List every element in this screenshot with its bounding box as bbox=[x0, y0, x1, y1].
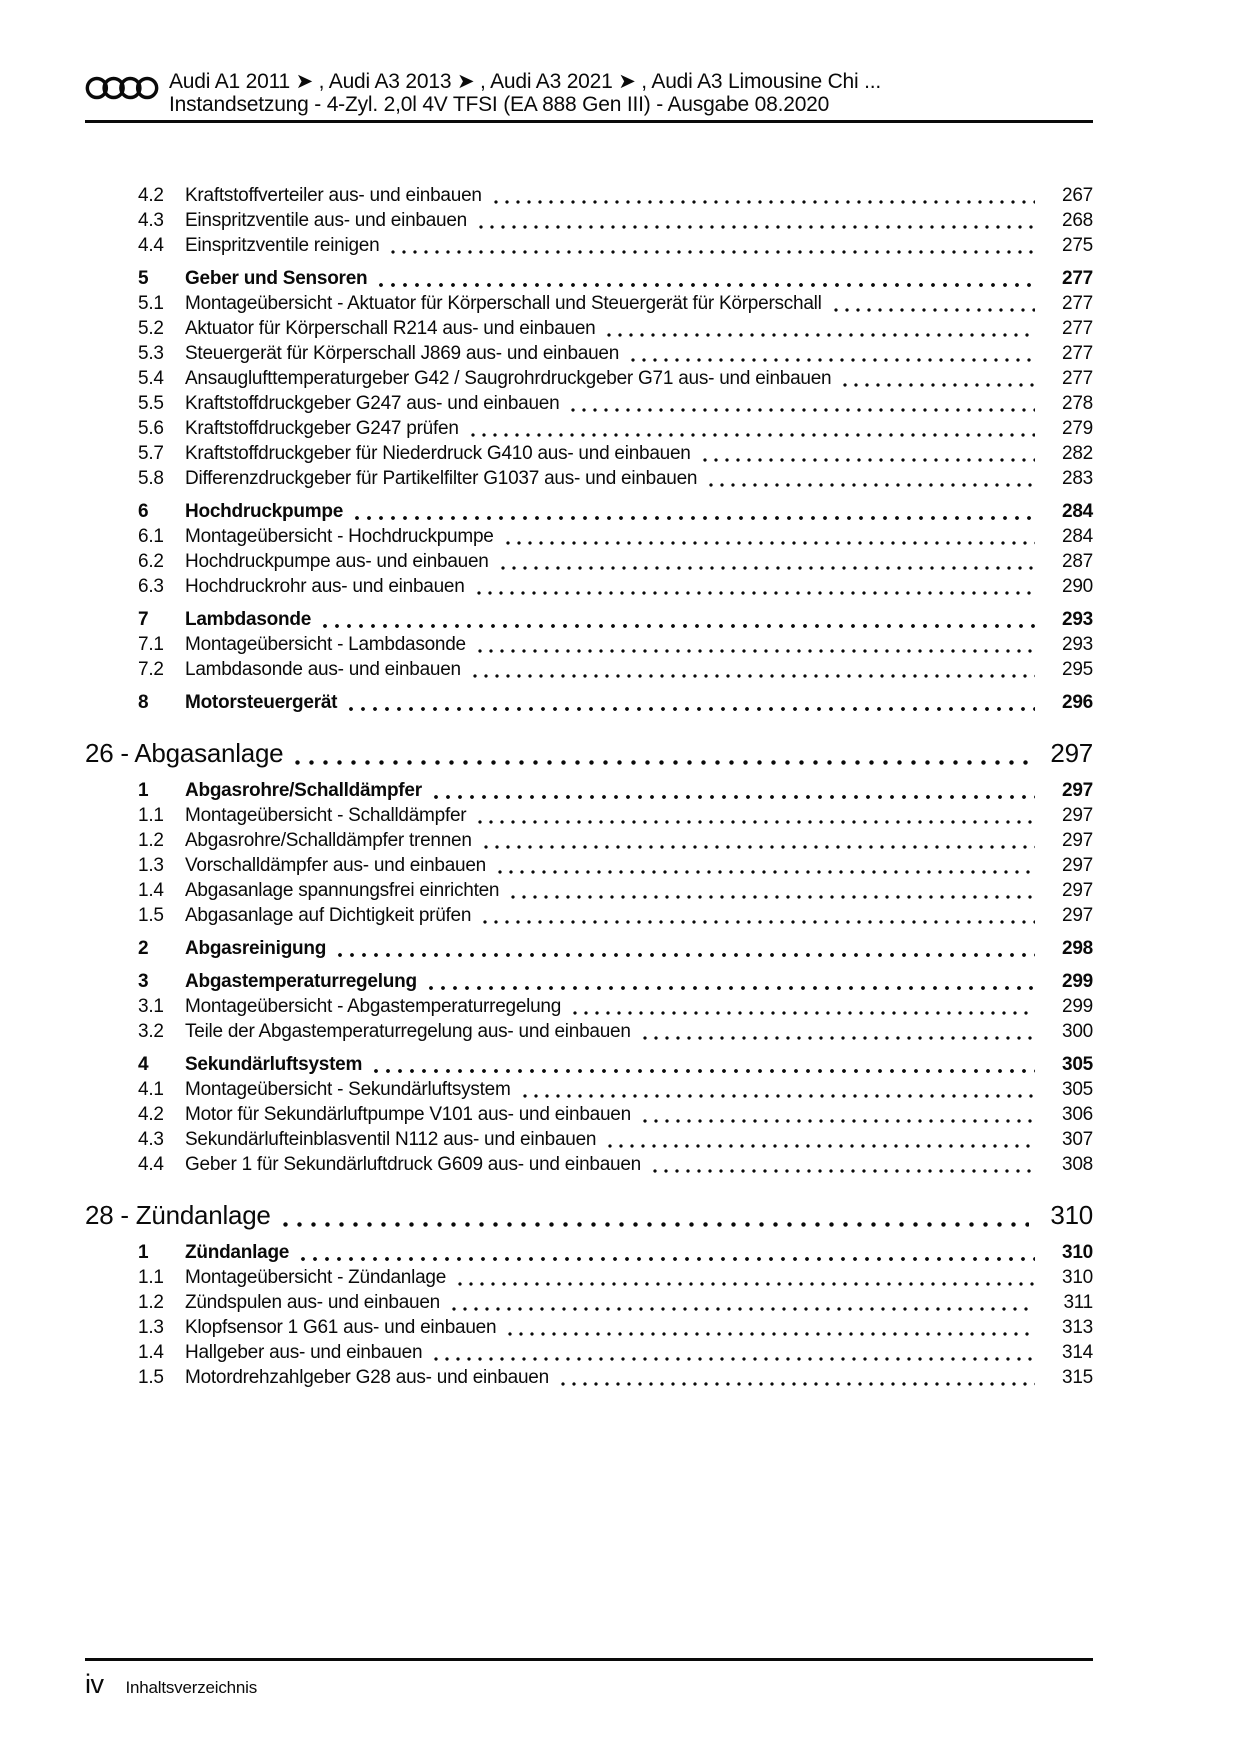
toc-entry-page: 299 bbox=[1062, 971, 1093, 992]
dot-leader bbox=[643, 1036, 1035, 1040]
toc-entry-number: 5 bbox=[138, 268, 149, 289]
toc-entry-number: 1 bbox=[138, 780, 149, 801]
toc-entry-title: Montageübersicht - Lambdasonde bbox=[185, 634, 466, 655]
toc-entry-title: Kraftstoffdruckgeber G247 prüfen bbox=[185, 418, 459, 439]
toc-entry-title: Differenzdruckgeber für Partikelfilter G1037 aus- und einbauen bbox=[185, 468, 698, 489]
toc-entry-page: 284 bbox=[1062, 526, 1093, 547]
toc-entry-page: 297 bbox=[1050, 738, 1093, 768]
toc-entry bbox=[85, 803, 1093, 828]
toc-entry bbox=[85, 853, 1093, 878]
toc-entry-number: 3.1 bbox=[138, 996, 164, 1017]
toc-entry-title: Ansauglufttemperaturgeber G42 / Saugrohrdruckgeber G71 aus- und einbauen bbox=[185, 368, 832, 389]
toc-entry-title: Steuergerät für Körperschall J869 aus- und einbauen bbox=[185, 343, 620, 364]
toc-entry-number: 5.7 bbox=[138, 443, 164, 464]
toc-entry-title: 28 - Zündanlage bbox=[85, 1200, 271, 1230]
toc-entry-page: 290 bbox=[1062, 576, 1093, 597]
toc-entry-title: Abgastemperaturregelung bbox=[185, 971, 417, 992]
toc-entry-title: Motordrehzahlgeber G28 aus- und einbauen bbox=[185, 1367, 549, 1388]
toc-entry bbox=[85, 416, 1093, 441]
toc-entry bbox=[85, 266, 1093, 291]
header-subtitle-line: Instandsetzung - 4-Zyl. 2,0l 4V TFSI (EA 888 Gen III) - Ausgabe 08.2020 bbox=[169, 93, 830, 116]
toc-entry bbox=[85, 878, 1093, 903]
toc-entry-title: Hochdruckpumpe bbox=[185, 501, 344, 522]
toc-entry-title: Teile der Abgastemperaturregelung aus- und einbauen bbox=[185, 1021, 631, 1042]
dot-leader bbox=[653, 1169, 1035, 1173]
toc-entry-title: Einspritzventile reinigen bbox=[185, 235, 380, 256]
dot-leader bbox=[643, 1119, 1035, 1123]
toc-entry-number: 4.4 bbox=[138, 1154, 164, 1175]
toc-entry-page: 287 bbox=[1062, 551, 1093, 572]
toc-entry-page: 297 bbox=[1062, 830, 1093, 851]
toc-entry-number: 7.1 bbox=[138, 634, 164, 655]
dot-leader bbox=[511, 895, 1035, 899]
toc-entry bbox=[85, 778, 1093, 803]
dot-leader bbox=[508, 1332, 1035, 1336]
toc-entry-number: 8 bbox=[138, 692, 149, 713]
toc-entry-page: 305 bbox=[1062, 1079, 1093, 1100]
toc-entry-title: Motor für Sekundärluftpumpe V101 aus- und einbauen bbox=[185, 1104, 631, 1125]
toc-entry-title: Abgasanlage spannungsfrei einrichten bbox=[185, 880, 500, 901]
dot-leader bbox=[573, 1011, 1035, 1015]
toc-entry bbox=[85, 1365, 1093, 1390]
toc-entry-number: 4 bbox=[138, 1054, 149, 1075]
dot-leader bbox=[391, 250, 1035, 254]
toc-entry-title: Hochdruckpumpe aus- und einbauen bbox=[185, 551, 489, 572]
dot-leader bbox=[608, 1144, 1035, 1148]
toc-entry bbox=[85, 736, 1093, 770]
dot-leader bbox=[374, 1069, 1035, 1073]
toc-entry-title: Kraftstoffverteiler aus- und einbauen bbox=[185, 185, 482, 206]
dot-leader bbox=[479, 225, 1035, 229]
toc-entry-title: Einspritzventile aus- und einbauen bbox=[185, 210, 467, 231]
toc-entry bbox=[85, 1152, 1093, 1177]
toc-entry-number: 6.2 bbox=[138, 551, 164, 572]
toc-entry bbox=[85, 549, 1093, 574]
toc-entry-title: Sekundärluftsystem bbox=[185, 1054, 363, 1075]
toc-entry-number: 7.2 bbox=[138, 659, 164, 680]
toc-entry-number: 4.1 bbox=[138, 1079, 164, 1100]
toc-entry-title: Geber und Sensoren bbox=[185, 268, 368, 289]
toc-entry-number: 4.2 bbox=[138, 1104, 164, 1125]
dot-leader bbox=[283, 1222, 1029, 1227]
dot-leader bbox=[295, 760, 1029, 765]
toc-entry-page: 283 bbox=[1062, 468, 1093, 489]
toc-entry-page: 267 bbox=[1062, 185, 1093, 206]
toc-entry-number: 2 bbox=[138, 938, 149, 959]
toc-entry-page: 310 bbox=[1062, 1242, 1093, 1263]
toc-entry-title: Aktuator für Körperschall R214 aus- und einbauen bbox=[185, 318, 596, 339]
toc-entry-page: 297 bbox=[1062, 905, 1093, 926]
toc-entry-number: 6.1 bbox=[138, 526, 164, 547]
toc-entry-number: 1.5 bbox=[138, 905, 164, 926]
toc-entry-number: 1.3 bbox=[138, 855, 164, 876]
toc-entry bbox=[85, 828, 1093, 853]
dot-leader bbox=[478, 820, 1035, 824]
toc-entry bbox=[85, 291, 1093, 316]
footer-rule bbox=[85, 1658, 1093, 1661]
toc-entry-number: 5.4 bbox=[138, 368, 164, 389]
toc-entry bbox=[85, 994, 1093, 1019]
toc-entry bbox=[85, 1052, 1093, 1077]
toc-entry bbox=[85, 1019, 1093, 1044]
dot-leader bbox=[471, 433, 1035, 437]
toc-entry bbox=[85, 1290, 1093, 1315]
toc-entry-title: 26 - Abgasanlage bbox=[85, 738, 284, 768]
dot-leader bbox=[379, 283, 1035, 287]
header-rule bbox=[85, 120, 1093, 123]
page-header bbox=[85, 0, 1093, 116]
dot-leader bbox=[434, 795, 1035, 799]
dot-leader bbox=[323, 624, 1035, 628]
dot-leader bbox=[506, 541, 1035, 545]
toc-entry bbox=[85, 1127, 1093, 1152]
toc-entry-page: 277 bbox=[1062, 268, 1093, 289]
toc-entry-number: 6 bbox=[138, 501, 149, 522]
toc-entry-page: 313 bbox=[1062, 1317, 1093, 1338]
toc-entry bbox=[85, 466, 1093, 491]
dot-leader bbox=[301, 1257, 1035, 1261]
dot-leader bbox=[843, 383, 1035, 387]
toc-entry-title: Hochdruckrohr aus- und einbauen bbox=[185, 576, 465, 597]
toc-entry-title: Klopfsensor 1 G61 aus- und einbauen bbox=[185, 1317, 497, 1338]
toc-entry bbox=[85, 903, 1093, 928]
toc-entry bbox=[85, 632, 1093, 657]
dot-leader bbox=[709, 483, 1035, 487]
toc-entry-page: 282 bbox=[1062, 443, 1093, 464]
audi-rings-icon bbox=[85, 72, 159, 104]
toc-entry-number: 7 bbox=[138, 609, 149, 630]
toc-entry bbox=[85, 607, 1093, 632]
dot-leader bbox=[452, 1307, 1035, 1311]
dot-leader bbox=[349, 707, 1035, 711]
dot-leader bbox=[458, 1282, 1035, 1286]
toc-entry-page: 297 bbox=[1062, 805, 1093, 826]
dot-leader bbox=[355, 516, 1035, 520]
toc-entry-number: 1.1 bbox=[138, 805, 164, 826]
toc-entry bbox=[85, 441, 1093, 466]
toc-entry bbox=[85, 183, 1093, 208]
toc-entry-number: 1.4 bbox=[138, 1342, 164, 1363]
dot-leader bbox=[834, 308, 1035, 312]
toc-entry-title: Lambdasonde bbox=[185, 609, 312, 630]
toc-entry-number: 1.1 bbox=[138, 1267, 164, 1288]
toc-entry-page: 279 bbox=[1062, 418, 1093, 439]
dot-leader bbox=[338, 953, 1035, 957]
toc-entry bbox=[85, 690, 1093, 715]
toc-entry-page: 299 bbox=[1062, 996, 1093, 1017]
toc-entry-title: Montageübersicht - Sekundärluftsystem bbox=[185, 1079, 511, 1100]
toc-entry-page: 307 bbox=[1062, 1129, 1093, 1150]
whitespace bbox=[85, 1390, 1093, 1658]
toc-entry bbox=[85, 1265, 1093, 1290]
toc-entry-title: Abgasanlage auf Dichtigkeit prüfen bbox=[185, 905, 472, 926]
toc-entry-page: 268 bbox=[1062, 210, 1093, 231]
toc-entry-page: 277 bbox=[1062, 343, 1093, 364]
toc-entry-page: 278 bbox=[1062, 393, 1093, 414]
dot-leader bbox=[478, 649, 1035, 653]
dot-leader bbox=[501, 566, 1035, 570]
toc-entry-number: 3 bbox=[138, 971, 149, 992]
toc-entry-title: Montageübersicht - Abgastemperaturregelung bbox=[185, 996, 562, 1017]
toc-entry-number: 1.2 bbox=[138, 1292, 164, 1313]
toc-entry-page: 315 bbox=[1062, 1367, 1093, 1388]
page-footer bbox=[85, 1669, 1093, 1700]
dot-leader bbox=[631, 358, 1035, 362]
toc-entry-number: 4.3 bbox=[138, 1129, 164, 1150]
toc-entry-number: 1.4 bbox=[138, 880, 164, 901]
footer-section-label: Inhaltsverzeichnis bbox=[125, 1678, 258, 1697]
toc-entry-title: Sekundärlufteinblasventil N112 aus- und einbauen bbox=[185, 1129, 597, 1150]
toc-entry bbox=[85, 574, 1093, 599]
toc-entry bbox=[85, 524, 1093, 549]
toc-entry bbox=[85, 1240, 1093, 1265]
toc-entry-title: Montageübersicht - Zündanlage bbox=[185, 1267, 447, 1288]
toc-entry bbox=[85, 391, 1093, 416]
toc-entry-page: 277 bbox=[1062, 293, 1093, 314]
toc-entry-title: Abgasreinigung bbox=[185, 938, 327, 959]
toc-entry-number: 4.3 bbox=[138, 210, 164, 231]
toc-entry-page: 310 bbox=[1050, 1200, 1093, 1230]
toc-entry-title: Montageübersicht - Aktuator für Körperschall und Steuergerät für Körperschall bbox=[185, 293, 822, 314]
toc-entry-page: 293 bbox=[1062, 634, 1093, 655]
toc-entry bbox=[85, 233, 1093, 258]
toc-entry-title: Motorsteuergerät bbox=[185, 692, 338, 713]
toc-entry-number: 6.3 bbox=[138, 576, 164, 597]
toc-entry-page: 284 bbox=[1062, 501, 1093, 522]
toc-entry-page: 308 bbox=[1062, 1154, 1093, 1175]
toc-entry bbox=[85, 1077, 1093, 1102]
toc-entry-title: Lambdasonde aus- und einbauen bbox=[185, 659, 461, 680]
toc-entry-title: Kraftstoffdruckgeber für Niederdruck G410 aus- und einbauen bbox=[185, 443, 691, 464]
toc-entry-number: 5.3 bbox=[138, 343, 164, 364]
toc-entry bbox=[85, 1102, 1093, 1127]
toc-entry-number: 4.4 bbox=[138, 235, 164, 256]
toc-entry-page: 296 bbox=[1062, 692, 1093, 713]
toc-entry-title: Montageübersicht - Schalldämpfer bbox=[185, 805, 467, 826]
toc-entry-title: Zündanlage bbox=[185, 1242, 290, 1263]
toc-entry-number: 5.5 bbox=[138, 393, 164, 414]
toc-entry-number: 3.2 bbox=[138, 1021, 164, 1042]
dot-leader bbox=[483, 920, 1035, 924]
toc-entry bbox=[85, 1198, 1093, 1232]
toc-entry bbox=[85, 499, 1093, 524]
toc-entry-title: Hallgeber aus- und einbauen bbox=[185, 1342, 423, 1363]
dot-leader bbox=[473, 674, 1035, 678]
toc-entry-number: 5.2 bbox=[138, 318, 164, 339]
toc-entry-title: Abgasrohre/Schalldämpfer trennen bbox=[185, 830, 472, 851]
toc-entry bbox=[85, 936, 1093, 961]
toc-entry bbox=[85, 366, 1093, 391]
footer-page-number: iv bbox=[85, 1669, 104, 1699]
toc-entry-title: Vorschalldämpfer aus- und einbauen bbox=[185, 855, 486, 876]
toc-entry-page: 306 bbox=[1062, 1104, 1093, 1125]
dot-leader bbox=[434, 1357, 1035, 1361]
toc-entry-page: 293 bbox=[1062, 609, 1093, 630]
toc-entry-page: 277 bbox=[1062, 368, 1093, 389]
dot-leader bbox=[607, 333, 1035, 337]
dot-leader bbox=[571, 408, 1035, 412]
table-of-contents bbox=[85, 183, 1093, 1390]
toc-entry-title: Kraftstoffdruckgeber G247 aus- und einbauen bbox=[185, 393, 560, 414]
toc-entry bbox=[85, 316, 1093, 341]
toc-entry-page: 297 bbox=[1062, 855, 1093, 876]
dot-leader bbox=[484, 845, 1035, 849]
toc-entry-number: 1 bbox=[138, 1242, 149, 1263]
toc-entry-page: 297 bbox=[1062, 780, 1093, 801]
toc-entry-page: 305 bbox=[1062, 1054, 1093, 1075]
dot-leader bbox=[498, 870, 1035, 874]
toc-entry-page: 311 bbox=[1063, 1292, 1093, 1313]
toc-entry-title: Abgasrohre/Schalldämpfer bbox=[185, 780, 422, 801]
toc-entry bbox=[85, 657, 1093, 682]
dot-leader bbox=[703, 458, 1035, 462]
toc-entry-number: 1.2 bbox=[138, 830, 164, 851]
toc-entry-number: 5.8 bbox=[138, 468, 164, 489]
toc-entry bbox=[85, 1340, 1093, 1365]
toc-entry-title: Montageübersicht - Hochdruckpumpe bbox=[185, 526, 494, 547]
toc-entry-page: 298 bbox=[1062, 938, 1093, 959]
dot-leader bbox=[477, 591, 1035, 595]
dot-leader bbox=[429, 986, 1035, 990]
toc-entry-number: 5.1 bbox=[138, 293, 164, 314]
toc-entry bbox=[85, 969, 1093, 994]
toc-entry-page: 275 bbox=[1062, 235, 1093, 256]
header-models-line: Audi A1 2011 ➤ , Audi A3 2013 ➤ , Audi A3 2021 ➤ , Audi A3 Limousine Chi ... bbox=[169, 70, 882, 93]
toc-entry-number: 1.5 bbox=[138, 1367, 164, 1388]
toc-entry-page: 277 bbox=[1062, 318, 1093, 339]
dot-leader bbox=[561, 1382, 1035, 1386]
toc-entry-number: 4.2 bbox=[138, 185, 164, 206]
toc-entry bbox=[85, 1315, 1093, 1340]
dot-leader bbox=[494, 200, 1035, 204]
toc-entry-page: 295 bbox=[1062, 659, 1093, 680]
toc-entry-page: 310 bbox=[1062, 1267, 1093, 1288]
toc-entry-number: 5.6 bbox=[138, 418, 164, 439]
toc-entry-page: 297 bbox=[1062, 880, 1093, 901]
toc-entry bbox=[85, 341, 1093, 366]
toc-entry-page: 314 bbox=[1062, 1342, 1093, 1363]
toc-entry bbox=[85, 208, 1093, 233]
toc-entry-title: Geber 1 für Sekundärluftdruck G609 aus- und einbauen bbox=[185, 1154, 641, 1175]
dot-leader bbox=[523, 1094, 1035, 1098]
toc-entry-page: 300 bbox=[1062, 1021, 1093, 1042]
toc-entry-number: 1.3 bbox=[138, 1317, 164, 1338]
toc-entry-title: Zündspulen aus- und einbauen bbox=[185, 1292, 440, 1313]
